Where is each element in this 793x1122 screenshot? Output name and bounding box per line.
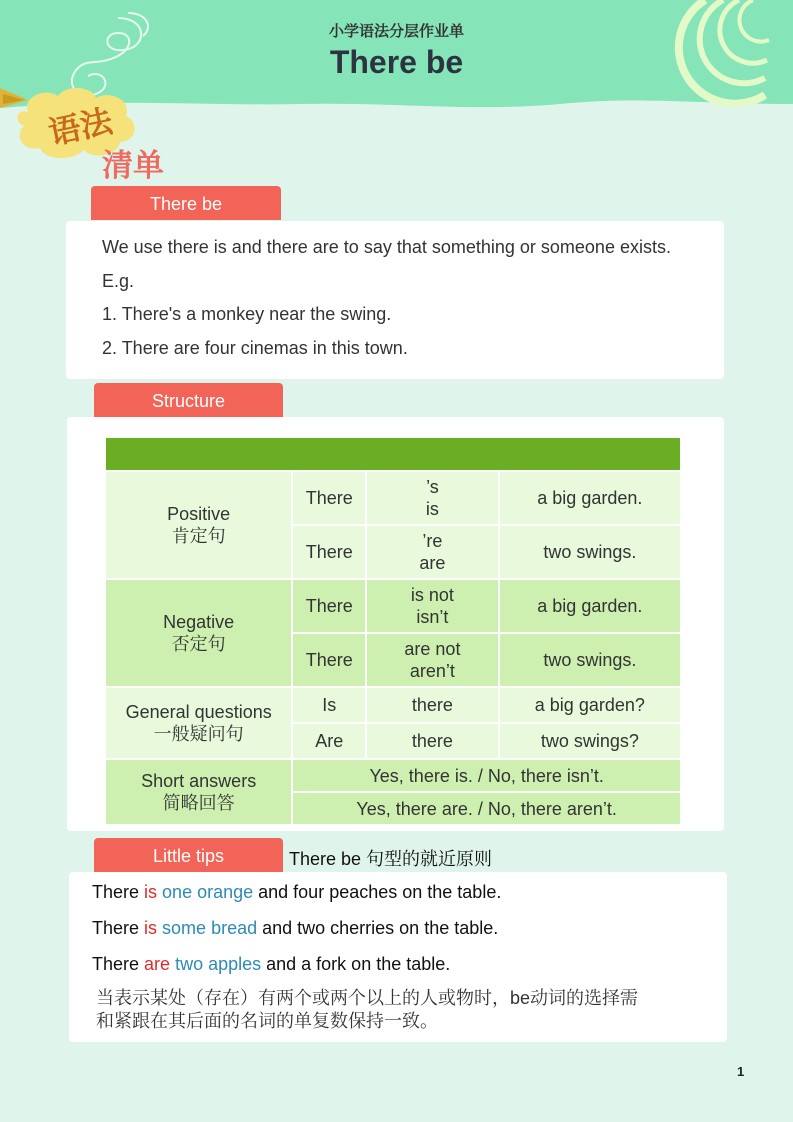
tips-card [69,872,727,1042]
row-label-questions: General questions 一般疑问句 [105,687,292,759]
table-row: Are there two swings? [105,723,681,759]
definition-line: 2. There are four cinemas in this town. [102,338,408,358]
list-label: 清单 [102,148,164,183]
badge-label: 语法 [45,102,116,152]
definition-card [66,221,724,379]
definition-line: E.g. [102,271,135,291]
structure-table [104,436,682,826]
page-title: There be [329,44,464,80]
table-row: There ’re are two swings. [105,525,681,579]
tip-example: There is one orange and four peaches on the table. [92,882,502,902]
tab-there-be: There be [91,186,281,220]
table-row: Short answers 简略回答 Yes, there is. / No, there isn’t. [105,759,681,792]
table-row: Positive 肯定句 There ’s is a big garden. [105,471,681,525]
table-row: General questions 一般疑问句 Is there a big garden? [105,687,681,723]
row-label-negative: Negative 否定句 [105,579,292,687]
tip-example: There is some bread and two cherries on the table. [92,918,499,938]
tips-note: 当表示某处（存在）有两个或两个以上的人或物时，be动词的选择需和紧跟在其后面的名词的单复数保持一致。 [96,988,639,1031]
row-label-positive: Positive 肯定句 [105,471,292,579]
definition-line: 1. There's a monkey near the swing. [102,304,392,324]
table-row: Yes, there are. / No, there aren’t. [105,792,681,825]
tab-structure: Structure [94,383,283,417]
definition-line: We use there is and there are to say that something or someone exists. [102,237,671,257]
tips-heading: There be 句型的就近原则 [289,849,493,869]
table-row: Negative 否定句 There is not isn’t a big garden. [105,579,681,633]
table-header-row [105,437,681,471]
tip-example: There are two apples and a fork on the table. [92,954,451,974]
structure-card [67,417,724,831]
tab-little-tips: Little tips [94,838,283,872]
table-row: There are not aren’t two swings. [105,633,681,687]
row-label-short-answers: Short answers 简略回答 [105,759,292,825]
page-number: 1 [737,1064,745,1079]
worksheet-subtitle: 小学语法分层作业单 [328,23,464,40]
